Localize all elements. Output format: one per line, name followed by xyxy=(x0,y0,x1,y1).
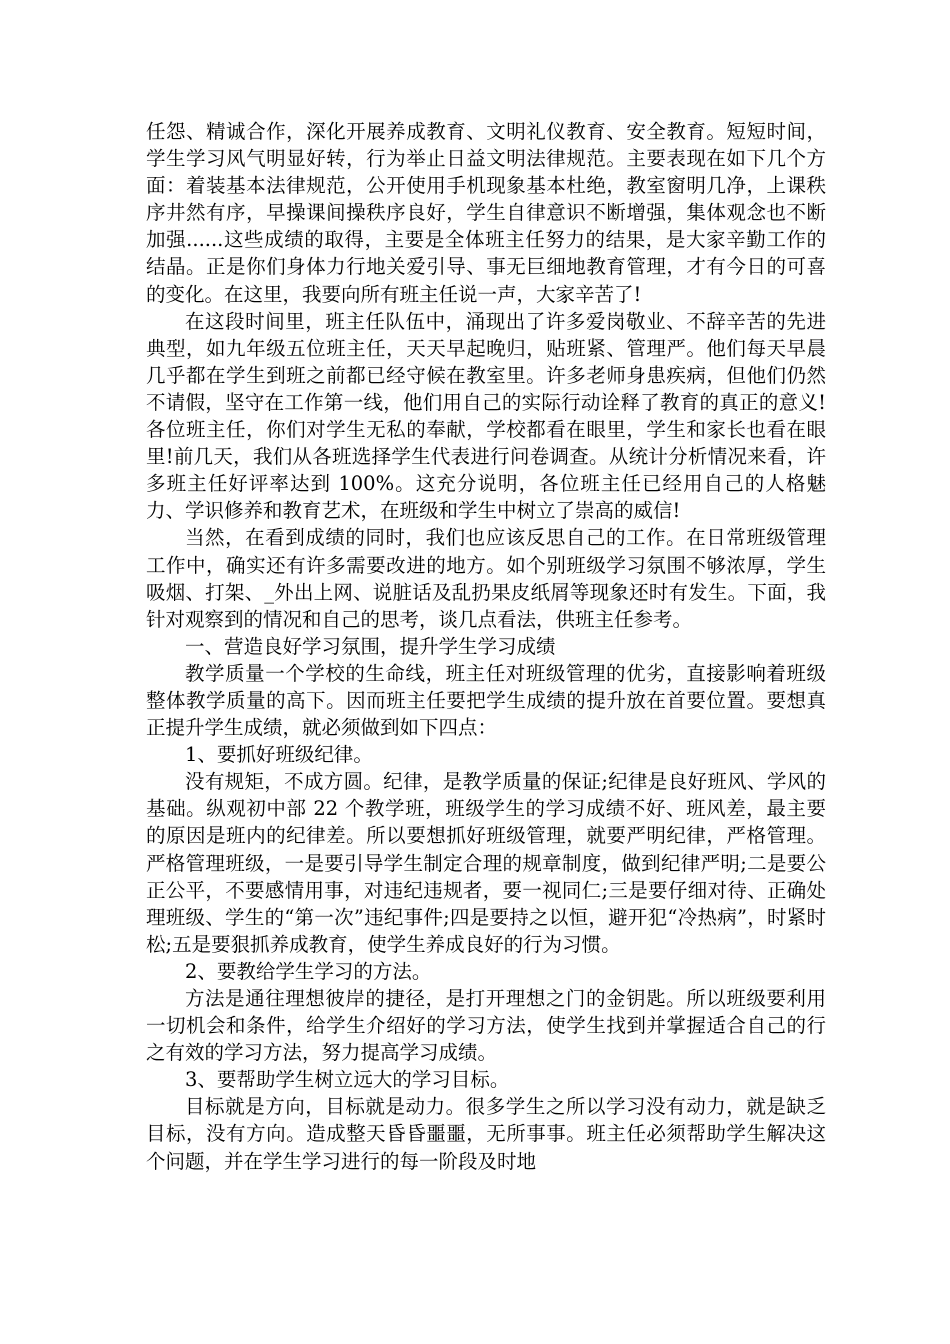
body-text xyxy=(146,118,826,1175)
paragraph-goals: 目标就是方向，目标就是动力。很多学生之所以学习没有动力，就是缺乏目标，没有方向。造成整天昏昏噩噩，无所事事。班主任必须帮助学生解决这个问题，并在学生学习进行的每一阶段及时地 xyxy=(146,1095,826,1173)
paragraph-continuation: 任怨、精诚合作，深化开展养成教育、文明礼仪教育、安全教育。短短时间，学生学习风气明显好转，行为举止日益文明法律规范。主要表现在如下几个方面：着装基本法律规范，公开使用手机现象基本杜绝，教室窗明几净，上课秩序井然有序，早操课间操秩序良好，学生自律意识不断增强，集体观念也不断加强......这些成绩的取得，主要是全体班主任努力的结果，是大家辛勤工作的结晶。正是你们身体力行地关爱引导、事无巨细地教育管理，才有今日的可喜的变化。在这里，我要向所有班主任说一声，大家辛苦了! xyxy=(146,120,826,306)
paragraph-exemplary-teachers: 在这段时间里，班主任队伍中，涌现出了许多爱岗敬业、不辞辛苦的先进典型，如九年级五位班主任，天天早起晚归，贴班紧、管理严。他们每天早晨几乎都在学生到班之前都已经守候在教室里。许多老师身患疾病，但他们仍然不请假，坚守在工作第一线，他们用自己的实际行动诠释了教育的真正的意义!各位班主任，你们对学生无私的奉献，学校都看在眼里，学生和家长也看在眼里!前几天，我们从各班选择学生代表进行问卷调查。从统计分析情况来看，许多班主任好评率达到 100%。这充分说明，各位班主任已经用自己的人格魅力、学识修养和教育艺术，在班级和学生中树立了崇高的威信! xyxy=(146,309,826,523)
subheading-methods: 2、要教给学生学习的方法。 xyxy=(185,959,432,983)
subheading-discipline: 1、要抓好班级纪律。 xyxy=(185,743,373,767)
paragraph-discipline: 没有规矩，不成方圆。纪律，是教学质量的保证;纪律是良好班风、学风的基础。纵观初中部 22 个教学班，班级学生的学习成绩不好、班风差，最主要的原因是班内的纪律差。所以要想抓好班级管理，就要严明纪律，严格管理。严格管理班级，一是要引导学生制定合理的规章制度，做到纪律严明;二是要公正公平，不要感情用事，对违纪违规者，要一视同仁;三是要仔细对待、正确处理班级、学生的“第一次”违纪事件;四是要持之以恒，避开犯“冷热病”，时紧时松;五是要狠抓养成教育，使学生养成良好的行为习惯。 xyxy=(146,770,826,956)
paragraph-reflection: 当然，在看到成绩的同时，我们也应该反思自己的工作。在日常班级管理工作中，确实还有许多需要改进的地方。如个别班级学习氛围不够浓厚，学生吸烟、打架、_外出上网、说脏话及乱扔果皮纸屑等现象还时有发生。下面，我针对观察到的情况和自己的思考，谈几点看法，供班主任参考。 xyxy=(146,526,826,631)
subheading-goals: 3、要帮助学生树立远大的学习目标。 xyxy=(185,1068,510,1092)
section-heading-1: 一、营造良好学习氛围，提升学生学习成绩 xyxy=(185,634,556,658)
paragraph-methods: 方法是通往理想彼岸的捷径，是打开理想之门的金钥匙。所以班级要利用一切机会和条件，给学生介绍好的学习方法，使学生找到并掌握适合自己的行之有效的学习方法，努力提高学习成绩。 xyxy=(146,987,826,1065)
paragraph-teaching-quality: 教学质量一个学校的生命线，班主任对班级管理的优劣，直接影响着班级整体教学质量的高下。因而班主任要把学生成绩的提升放在首要位置。要想真正提升学生成绩，就必须做到如下四点： xyxy=(146,661,826,740)
